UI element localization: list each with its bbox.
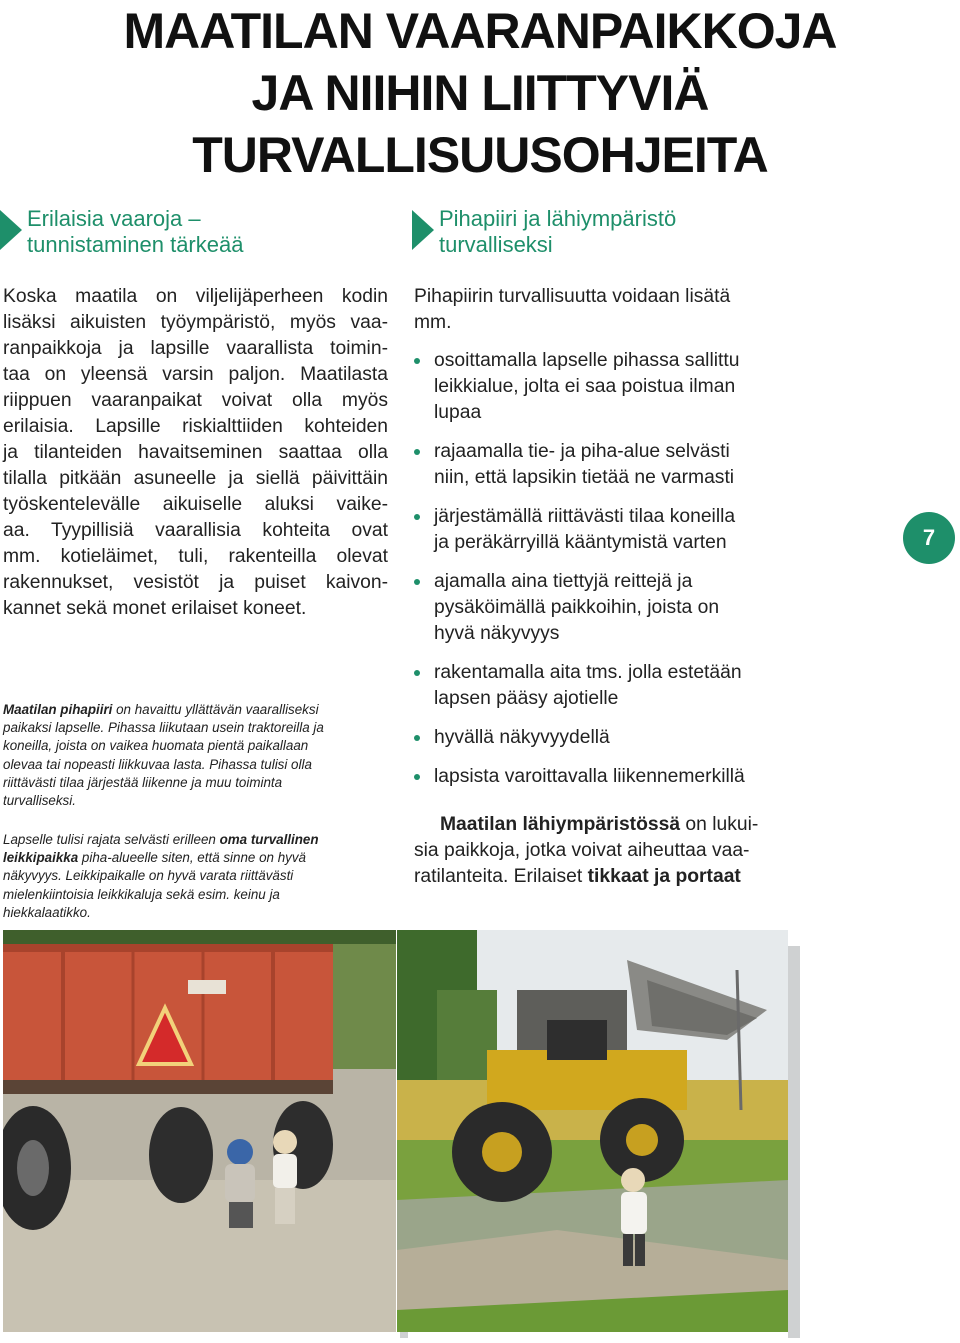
caption-1-line: olevaa tai nopeasti liikkuvaa lasta. Pihassa tulisi olla: [3, 756, 312, 772]
list-item: [414, 348, 834, 426]
right-closing-paragraph: [414, 812, 804, 890]
list-item-line: ja peräkärryillä kääntymistä varten: [434, 532, 727, 553]
photo-tractor-child: [397, 930, 788, 1332]
left-body-line: ja tilanteiden havaitseminen saattaa olla: [3, 442, 388, 463]
bullet-icon: [414, 774, 420, 780]
left-heading-line-2: tunnistaminen tärkeää: [27, 232, 244, 257]
list-item-line: hyvä näkyvyys: [434, 623, 560, 644]
right-intro-line: mm.: [414, 312, 452, 333]
bullet-icon: [414, 514, 420, 520]
list-item: [414, 439, 834, 491]
list-item-line: leikkialue, jolta ei saa poistua ilman: [434, 376, 736, 397]
title-line-2: JA NIIHIN LIITTYVIÄ: [251, 65, 709, 121]
tractor-photo-illustration: [397, 930, 788, 1332]
list-item-line: rakentamalla aita tms. jolla estetään: [434, 662, 742, 683]
caption-2-line: [3, 831, 383, 849]
closing-line: sia paikkoja, jotka voivat aiheuttaa vaa-: [414, 840, 750, 861]
photo-caption-2: [3, 831, 383, 922]
left-body-line: lisäksi aikuisten työympäristö, myös vaa-: [3, 312, 388, 333]
bullet-icon: [414, 670, 420, 676]
right-intro: [414, 284, 814, 336]
list-item: [414, 569, 834, 647]
right-heading-line-2: turvalliseksi: [439, 232, 553, 257]
page-title: [0, 0, 960, 186]
section-marker-icon: [0, 210, 22, 250]
left-body-line: erilaisia. Lapsille riskialttiiden kohteiden: [3, 416, 388, 437]
list-item: [414, 764, 834, 790]
caption-1-line: turvalliseksi.: [3, 793, 76, 809]
closing-bold: tikkaat ja portaat: [587, 866, 741, 887]
closing-line: [414, 812, 804, 838]
list-item: [414, 660, 834, 712]
list-item-line: lapsista varoittavalla liikennemerkillä: [434, 766, 745, 787]
left-body-line: ranpaikkoja ja lapsille vaarallista toimin-: [3, 338, 388, 359]
list-item-line: rajaamalla tie- ja piha-alue selvästi: [434, 441, 730, 462]
caption-1-line-rest: on havaittu yllättävän vaaralliseksi: [112, 702, 319, 717]
left-body-line: mm. kotieläimet, tuli, rakenteilla olevat: [3, 546, 388, 567]
page-number-badge: 7: [903, 512, 955, 564]
bullet-icon: [414, 449, 420, 455]
list-item-line: niin, että lapsikin tietää ne varmasti: [434, 467, 735, 488]
left-section-heading: [0, 206, 390, 262]
right-intro-line: Pihapiirin turvallisuutta voidaan lisätä: [414, 286, 731, 307]
title-line-1: MAATILAN VAARANPAIKKOJA: [123, 3, 837, 59]
bullet-icon: [414, 358, 420, 364]
caption-2-line: mielenkiintoisia leikkikaluja sekä esim. keinu ja: [3, 886, 280, 902]
left-body-line: työskentelevälle aikuiselle aluksi vaike-: [3, 494, 388, 515]
caption-1-bold-lead: Maatilan pihapiiri: [3, 702, 113, 717]
list-item-line: lapsen pääsy ajotielle: [434, 688, 619, 709]
left-body-line: Koska maatila on viljelijäperheen kodin: [3, 286, 388, 307]
list-item-line: pysäköimällä paikkoihin, joista on: [434, 597, 720, 618]
list-item-line: lupaa: [434, 402, 482, 423]
photo-shadow: [788, 946, 800, 1338]
closing-line: [414, 864, 804, 890]
list-item: [414, 504, 834, 556]
left-body-paragraph: [3, 284, 388, 622]
left-heading-line-1: Erilaisia vaaroja –: [27, 206, 201, 231]
right-heading-text: [439, 206, 676, 258]
photo-caption-1: [3, 701, 383, 810]
left-body-line: riippuen vaaranpaikat voivat olla myös: [3, 390, 388, 411]
caption-1-line: [3, 701, 383, 719]
trailer-photo-illustration: [3, 930, 396, 1332]
right-heading-line-1: Pihapiiri ja lähiympäristö: [439, 206, 677, 231]
caption-2-line: näkyvyys. Leikkipaikalle on hyvä varata riittävästi: [3, 868, 294, 884]
caption-2-bold: leikkipaikka: [3, 850, 79, 866]
list-item-line: osoittamalla lapselle pihassa sallittu: [434, 350, 740, 371]
bullet-icon: [414, 735, 420, 741]
list-item-line: järjestämällä riittävästi tilaa koneilla: [434, 506, 736, 527]
closing-line-rest: on lukui-: [680, 814, 759, 835]
caption-2-line: [3, 849, 383, 867]
section-marker-icon: [412, 210, 434, 250]
safety-measures-list: [414, 348, 834, 803]
right-section-heading: [412, 206, 832, 262]
left-body-line: taa on yleensä varsin paljon. Maatilasta: [3, 364, 388, 385]
title-line-3: TURVALLISUUSOHJEITA: [192, 127, 768, 183]
caption-2-bold: oma turvallinen: [219, 832, 319, 847]
left-body-line: rakennukset, vesistöt ja puiset kaivon-: [3, 572, 388, 593]
left-body-line: aa. Tyypillisiä vaarallisia kohteita ovat: [3, 520, 388, 541]
list-item: [414, 725, 834, 751]
closing-line-pre: ratilanteita. Erilaiset: [414, 866, 588, 887]
caption-2-line-pre: Lapselle tulisi rajata selvästi erilleen: [3, 832, 220, 847]
left-body-line: kannet sekä monet erilaiset koneet.: [3, 598, 307, 619]
list-item-line: ajamalla aina tiettyjä reittejä ja: [434, 571, 693, 592]
caption-1-line: paikaksi lapselle. Pihassa liikutaan usein traktoreilla ja: [3, 720, 324, 736]
photo-children-trailer: [3, 930, 396, 1332]
left-body-line: tilalla pitkään asuneelle ja siellä päivittäin: [3, 468, 388, 489]
left-heading-text: [27, 206, 243, 258]
closing-bold: Maatilan lähiympäristössä: [440, 814, 681, 835]
caption-2-line-rest: piha-alueelle siten, että sinne on hyvä: [78, 850, 306, 866]
caption-1-line: riittävästi tilaa järjestää liikenne ja muu toiminta: [3, 774, 283, 790]
list-item-line: hyvällä näkyvyydellä: [434, 727, 610, 748]
caption-2-line: hiekkalaatikko.: [3, 904, 91, 920]
bullet-icon: [414, 579, 420, 585]
caption-1-line: koneilla, joista on vaikea huomata pientä paikallaan: [3, 738, 309, 754]
